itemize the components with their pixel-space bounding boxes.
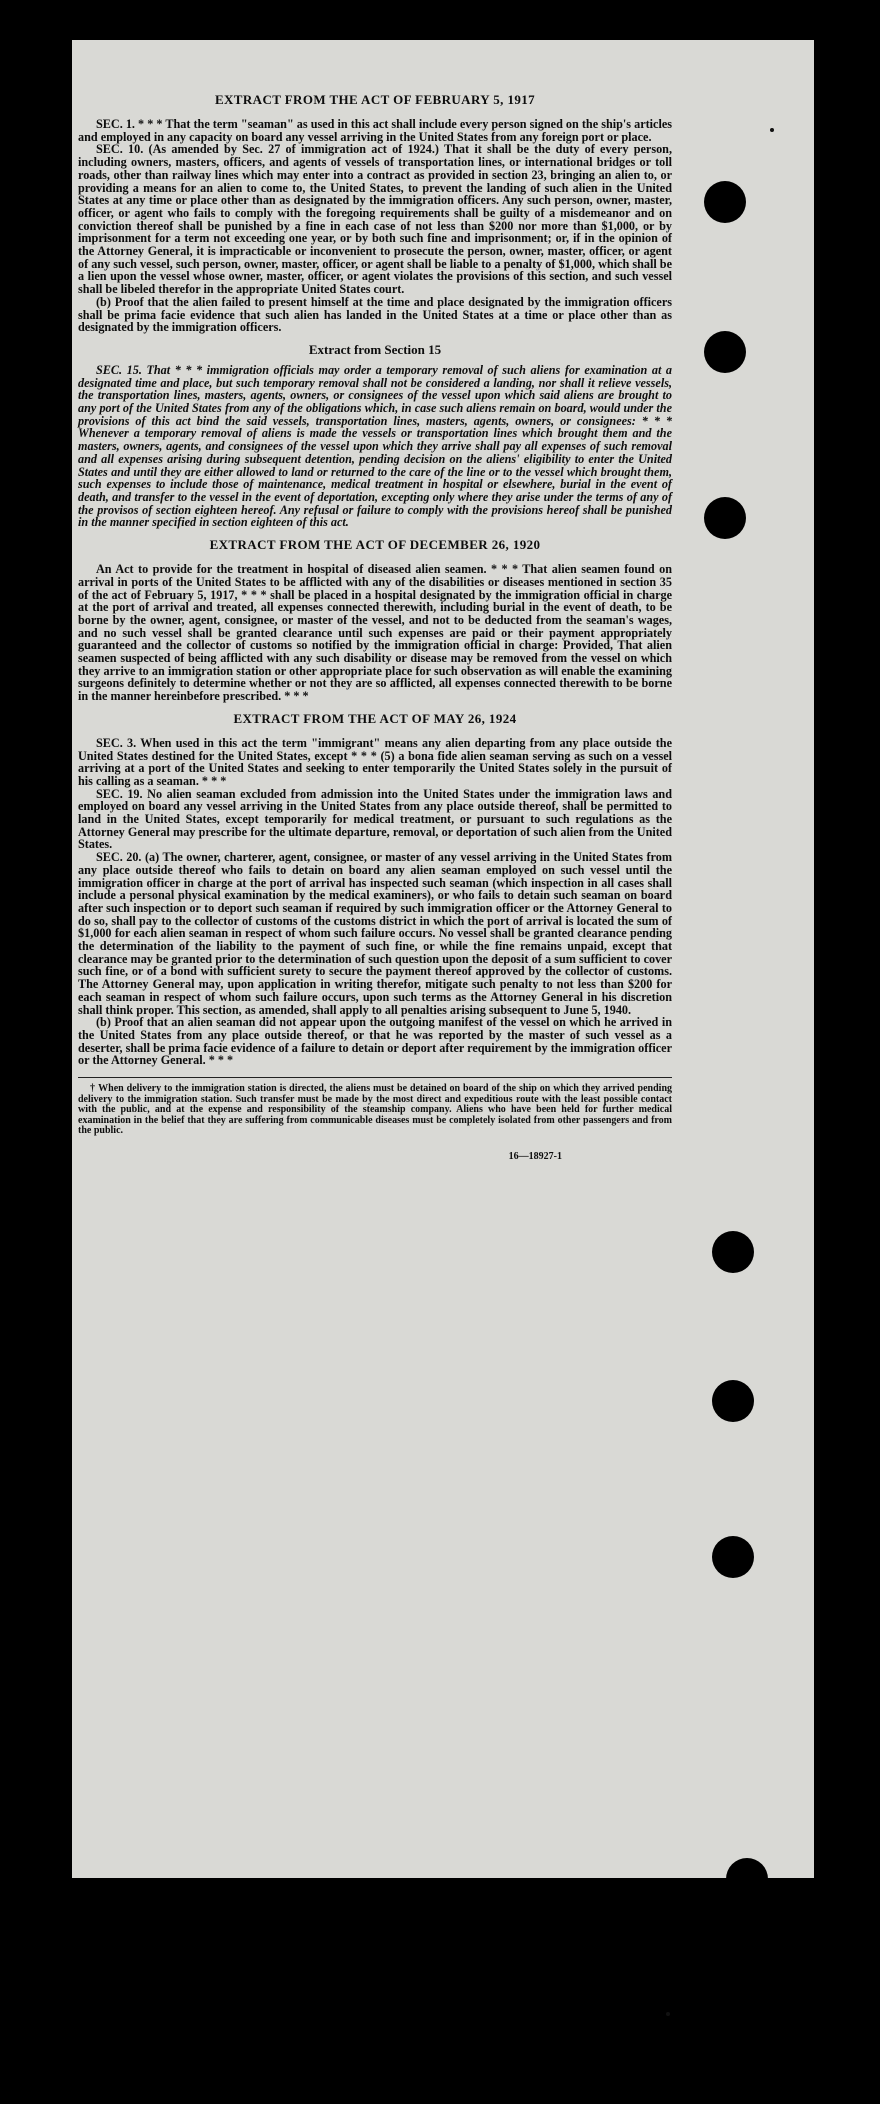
punch-hole: [712, 1536, 754, 1578]
document-body: [78, 92, 672, 1162]
paragraph-sec-3: SEC. 3. When used in this act the term "immigrant" means any alien departing from any place outside the United States destined for the United States, except * * * (5) a bona fide alien seaman serving as such on a vessel arriving at a port of the United States and seeking to enter temporarily the United States solely in the pursuit of his calling as a seaman. * * *: [78, 735, 672, 788]
speck-mark: [770, 128, 774, 132]
paragraph-sec-10b: (b) Proof that the alien failed to present himself at the time and place designated by the immigration officers shall be prima facie evidence that such alien has landed in the United States at a time or place other than as designated by the immigration officers.: [78, 294, 672, 335]
section-15-extract: [78, 342, 672, 529]
speck-mark: [666, 2012, 670, 2016]
section-act-1920: [78, 537, 672, 703]
paragraph-sec-19: SEC. 19. No alien seaman excluded from admission into the United States under the immigration laws and employed on board any vessel arriving in the United States from any place outside thereof, shall be permitted to land in the United States, except temporarily for medical treatment, or pursuant to such regulations as the Attorney General may prescribe for the ultimate departure, removal, or deportation of such alien from the United States.: [78, 786, 672, 852]
section-act-1917: [78, 92, 672, 334]
section-act-1924: [78, 711, 672, 1067]
section-subheading: Extract from Section 15: [308, 341, 442, 357]
punch-hole: [712, 1231, 754, 1273]
form-number: 16—18927-1: [508, 1150, 562, 1162]
section-heading: EXTRACT FROM THE ACT OF DECEMBER 26, 1920: [209, 537, 541, 553]
paragraph-sec-20a: SEC. 20. (a) The owner, charterer, agent, consignee, or master of any vessel arriving in the United States from any place outside thereof who fails to detain on board any alien seaman employed on such vessel until the immigration officer in charge at the port of arrival has inspected such seaman (which inspection in all cases shall include a personal physical examination by the medical examiners), or who fails to detain such seaman on board after such inspection or to deport such seaman if required by such immigration officer or the Attorney General to do so, shall pay to the collector of customs of the customs district in which the port of arrival is located the sum of $1,000 for each alien seaman in respect of whom such failure occurs. No vessel shall be granted clearance pending the determination of the liability to the payment of such fine, or while the fine remains unpaid, except that clearance may be granted prior to the determination of such question upon the deposit of a sum sufficient to cover such fine, or of a bond with sufficient surety to secure the payment thereof approved by the collector of customs. The Attorney General may, upon application in writing therefor, mitigate such penalty to not less than $200 for each seaman in respect of whom such failure occurs, upon such terms as the Attorney General in his discretion shall think proper. This section, as amended, shall apply to all penalties arising subsequent to June 5, 1940.: [78, 850, 672, 1017]
paragraph-sec-20b: (b) Proof that an alien seaman did not appear upon the outgoing manifest of the vessel on which he arrived in the United States from any place outside thereof, or that he was reported by the master of such vessel as a deserter, shall be prima facie evidence of a failure to detain or deport after requirement by the immigration officer or the Attorney General. * * *: [78, 1015, 672, 1068]
punch-hole: [726, 1858, 768, 1900]
punch-hole: [712, 1380, 754, 1422]
footnote-divider: [78, 1077, 672, 1078]
paragraph-sec-1: SEC. 1. * * * That the term "seaman" as used in this act shall include every person signed on the ship's articles and employed in any capacity on board any vessel arriving in the United States from any foreign port or place.: [78, 117, 672, 144]
footnote: † When delivery to the immigration station is directed, the aliens must be detained on board of the ship on which they arrived pending delivery to the immigration station. Such transfer must be made by the most direct and expeditious route with the least possible contact with the public, and at the expense and responsibility of the steamship company. Aliens who have been held for further medical examination in the belief that they are suffering from communicable diseases must be completely isolated from other passengers and from the public.: [78, 1083, 672, 1137]
paragraph-sec-10: SEC. 10. (As amended by Sec. 27 of immigration act of 1924.) That it shall be the duty of every person, including owners, masters, officers, and agents of vessels of transportation lines, or international bridges or toll roads, other than railway lines which may enter into a contract as provided in section 23, bringing an alien to, or providing a means for an alien to come to, the United States, to prevent the landing of such alien in the United States at any time or place other than as designated by the immigration officers. Any such person, owner, master, officer, or agent who fails to comply with the foregoing requirements shall be guilty of a misdemeanor and on conviction thereof shall be punished by a fine in each case of not less than $200 nor more than $1,000, or by imprisonment for a term not exceeding one year, or by both such fine and imprisonment; or, if in the opinion of the Attorney General, it is impracticable or inconvenient to prosecute the person, owner, master, officer, or agent of any such vessel, such person, owner, master, officer, or agent shall be liable to a penalty of $1,000, which shall be a lien upon the vessel whose owner, master, officer, or agent violates the provisions of this section, and such vessel shall be libeled therefor in the appropriate United States court.: [78, 142, 672, 297]
punch-hole: [704, 181, 746, 223]
section-heading: EXTRACT FROM THE ACT OF MAY 26, 1924: [233, 710, 517, 726]
punch-hole: [704, 331, 746, 373]
punch-hole: [704, 497, 746, 539]
section-heading: EXTRACT FROM THE ACT OF FEBRUARY 5, 1917: [214, 92, 536, 107]
paragraph-sec-15: SEC. 15. That * * * immigration officials may order a temporary removal of such aliens for examination at a designated time and place, but such temporary removal shall not be considered a landing, nor shall it relieve vessels, the transportation lines, masters, agents, owners, or consignees of the vessel upon which said aliens are brought to any port of the United States from any of the obligations which, in case such aliens remain on board, would under the provisions of this act bind the said vessels, transportation lines, masters, agents, owners, or consignees: * * * Whenever a temporary removal of aliens is made the vessels or transportation lines which brought them and the masters, owners, agents, and consignees of the vessel upon which they arrive shall pay all expenses of such removal and all expenses arising during subsequent detention, pending decision on the aliens' eligibility to enter the United States and until they are either allowed to land or returned to the care of the line or to the vessel which brought them, such expenses to include those of maintenance, medical treatment in hospital or elsewhere, burial in the event of death, and transfer to the vessel in the event of deportation, excepting only where they arise under the terms of any of the provisos of section eighteen hereof. Any refusal or failure to comply with the provisions hereof shall be punished in the manner specified in section eighteen of this act.: [78, 362, 672, 530]
paragraph-act-1920: An Act to provide for the treatment in hospital of diseased alien seamen. * * * That alien seamen found on arrival in ports of the United States to be afflicted with any of the disabilities or diseases mentioned in section 35 of the act of February 5, 1917, * * * shall be placed in a hospital designated by the immigration official in charge at the port of arrival and treated, all expenses connected therewith, including burial in the event of death, to be borne by the owner, agent, consignee, or master of the vessel, and not to be deducted from the seaman's wages, and no such vessel shall be granted clearance until such expenses are paid or their payment appropriately guaranteed and the collector of customs so notified by the immigration official in charge: Provided, That alien seamen suspected of being afflicted with any such disability or disease may be removed from the vessel on which they arrive to an immigration station or other appropriate place for such observation as will enable the examining surgeons definitely to determine whether or not they are so afflicted, all expenses connected therewith to be borne in the manner hereinbefore prescribed. * * *: [78, 562, 672, 704]
